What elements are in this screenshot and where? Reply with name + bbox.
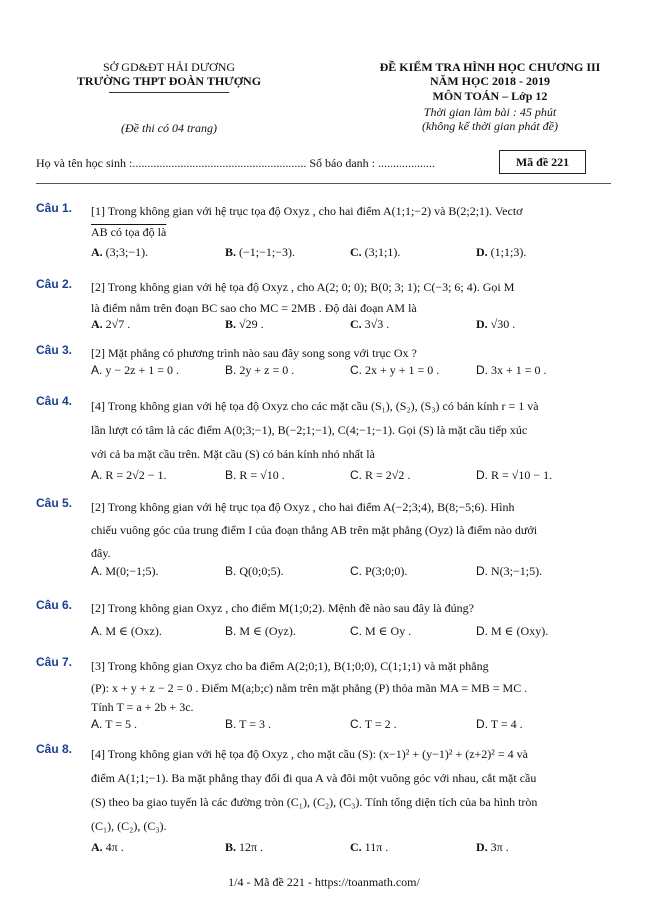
answer-options — [91, 468, 611, 484]
question-text-line: đây. — [91, 546, 111, 560]
question-number: Câu 5. — [36, 496, 73, 510]
option-a: A. 4π . — [91, 840, 124, 854]
answer-options — [91, 564, 611, 580]
question-text-line: (P): x + y + z − 2 = 0 . Điểm M(a;b;c) nằm trên mặt phẳng (P) thỏa mãn MA = MB = MC . — [91, 681, 528, 695]
subject: MÔN TOÁN – Lớp 12 — [432, 89, 548, 103]
option-c: C. M ∈ Oy . — [350, 624, 412, 638]
option-d: D. T = 4 . — [476, 717, 523, 731]
option-b: B. T = 3 . — [225, 717, 272, 731]
option-d: D. √30 . — [476, 317, 516, 331]
separator — [36, 183, 611, 184]
answer-options — [91, 317, 611, 333]
option-a: A. R = 2√2 − 1. — [91, 468, 167, 482]
question-number: Câu 6. — [36, 598, 73, 612]
question-text-line: [3] Trong không gian Oxyz cho ba điểm A(2;0;1), B(1;0;0), C(1;1;1) và mặt phẳng — [91, 659, 489, 673]
option-b: B. Q(0;0;5). — [225, 564, 284, 578]
exam-title: ĐỀ KIỂM TRA HÌNH HỌC CHƯƠNG III — [379, 60, 601, 74]
question-8 — [36, 742, 611, 858]
option-c: C. 3√3 . — [350, 317, 390, 331]
question-text-line: là điểm nằm trên đoạn BC sao cho MC = 2MB . Độ dài đoạn AM là — [91, 301, 417, 315]
answer-options — [91, 624, 611, 640]
option-b: B. M ∈ (Oyz). — [225, 624, 296, 638]
question-2 — [36, 277, 611, 339]
question-text-line: AB có tọa độ là — [91, 225, 167, 239]
question-text-line: điểm A(1;1;−1). Ba mặt phẳng thay đổi đi qua A và đôi một vuông góc với nhau, cắt mặt cầu — [91, 771, 537, 785]
option-a: A. M(0;−1;5). — [91, 564, 159, 578]
question-text-line: Tính T = a + 2b + 3c. — [91, 700, 194, 714]
answer-options — [91, 245, 611, 261]
question-7 — [36, 655, 611, 735]
question-number: Câu 2. — [36, 277, 73, 291]
question-text-line: [1] Trong không gian với hệ trục tọa độ Oxyz , cho hai điểm A(1;1;−2) và B(2;2;1). Vectơ — [91, 204, 523, 218]
option-c: C. R = 2√2 . — [350, 468, 411, 482]
question-number: Câu 3. — [36, 343, 73, 357]
page-footer: 1/4 - Mã đề 221 - https://toanmath.com/ — [228, 875, 420, 889]
time-limit: Thời gian làm bài : 45 phút — [423, 105, 557, 119]
question-5 — [36, 496, 611, 582]
option-c: C. P(3;0;0). — [350, 564, 408, 578]
option-b: B. R = √10 . — [225, 468, 285, 482]
question-text-line: (S) theo ba giao tuyến là các đường tròn (C₁), (C₂), (C₃). Tính tổng diện tích của ba hình tròn — [91, 795, 538, 809]
option-a: A. 2√7 . — [91, 317, 131, 331]
pages-note: (Đề thi có 04 trang) — [121, 121, 217, 135]
question-1 — [36, 201, 611, 263]
school-name: TRƯỜNG THPT ĐOÀN THƯỢNG — [76, 74, 262, 88]
question-text-line: với cả ba mặt cầu trên. Mặt cầu (S) có bán kính nhỏ nhất là — [91, 447, 375, 461]
question-text-line: chiếu vuông góc của trung điểm I của đoạn thẳng AB trên mặt phẳng (Oyz) là điểm nào dưới — [91, 523, 538, 537]
school-year: NĂM HỌC 2018 - 2019 — [430, 74, 550, 88]
option-c: C. (3;1;1). — [350, 245, 401, 259]
question-number: Câu 1. — [36, 201, 73, 215]
header-divider — [109, 92, 229, 93]
question-text-line: [2] Mặt phẳng có phương trình nào sau đây song song với trục Ox ? — [91, 346, 417, 360]
option-c: C. 11π . — [350, 840, 389, 854]
option-a: A. T = 5 . — [91, 717, 138, 731]
option-b: B. 12π . — [225, 840, 264, 854]
option-d: D. 3x + 1 = 0 . — [476, 363, 547, 377]
answer-options — [91, 717, 611, 733]
option-d: D. M ∈ (Oxy). — [476, 624, 549, 638]
answer-options — [91, 363, 611, 379]
option-d: D. (1;1;3). — [476, 245, 527, 259]
question-3 — [36, 343, 611, 379]
option-d: D. R = √10 − 1. — [476, 468, 553, 482]
question-text-line: (C₁), (C₂), (C₃). — [91, 819, 167, 833]
option-a: A. y − 2z + 1 = 0 . — [91, 363, 179, 377]
question-4 — [36, 394, 611, 486]
question-number: Câu 8. — [36, 742, 73, 756]
question-text-line: [2] Trong không gian với hệ tọa độ Oxyz , cho A(2; 0; 0); B(0; 3; 1); C(−3; 6; 4). Gọi M — [91, 280, 515, 294]
question-number: Câu 7. — [36, 655, 73, 669]
question-6 — [36, 598, 611, 640]
option-a: A. M ∈ (Oxz). — [91, 624, 162, 638]
question-text-line: [2] Trong không gian Oxyz , cho điểm M(1;0;2). Mệnh đề nào sau đây là đúng? — [91, 601, 474, 615]
exam-code: Mã đề 221 — [515, 155, 570, 169]
question-text-line: [4] Trong không gian với hệ tọa độ Oxyz , cho mặt cầu (S): (x−1)² + (y−1)² + (z+2)² = 4 và — [91, 747, 528, 761]
option-b: B. 2y + z = 0 . — [225, 363, 295, 377]
student-info-line: Họ và tên học sinh :.......................................................... Số báo danh : ................... — [36, 156, 435, 170]
option-d: D. 3π . — [476, 840, 509, 854]
option-a: A. (3;3;−1). — [91, 245, 149, 259]
exam-code-box — [499, 150, 586, 174]
option-b: B. √29 . — [225, 317, 264, 331]
option-c: C. T = 2 . — [350, 717, 397, 731]
question-text-line: [4] Trong không gian với hệ tọa độ Oxyz cho các mặt cầu (S₁), (S₂), (S₃) có bán kính r = 1 và — [91, 399, 539, 413]
time-note: (không kể thời gian phát đề) — [421, 119, 559, 133]
option-d: D. N(3;−1;5). — [476, 564, 543, 578]
question-text-line: [2] Trong không gian với hệ trục tọa độ Oxyz , cho hai điểm A(−2;3;4), B(8;−5;6). Hình — [91, 500, 515, 514]
answer-options — [91, 840, 611, 856]
option-b: B. (−1;−1;−3). — [225, 245, 295, 259]
option-c: C. 2x + y + 1 = 0 . — [350, 363, 440, 377]
question-number: Câu 4. — [36, 394, 73, 408]
question-text-line: lần lượt có tâm là các điểm A(0;3;−1), B(−2;1;−1), C(4;−1;−1). Gọi (S) là mặt cầu tiếp xúc — [91, 423, 528, 437]
department-name: SỞ GD&ĐT HẢI DƯƠNG — [102, 60, 236, 74]
